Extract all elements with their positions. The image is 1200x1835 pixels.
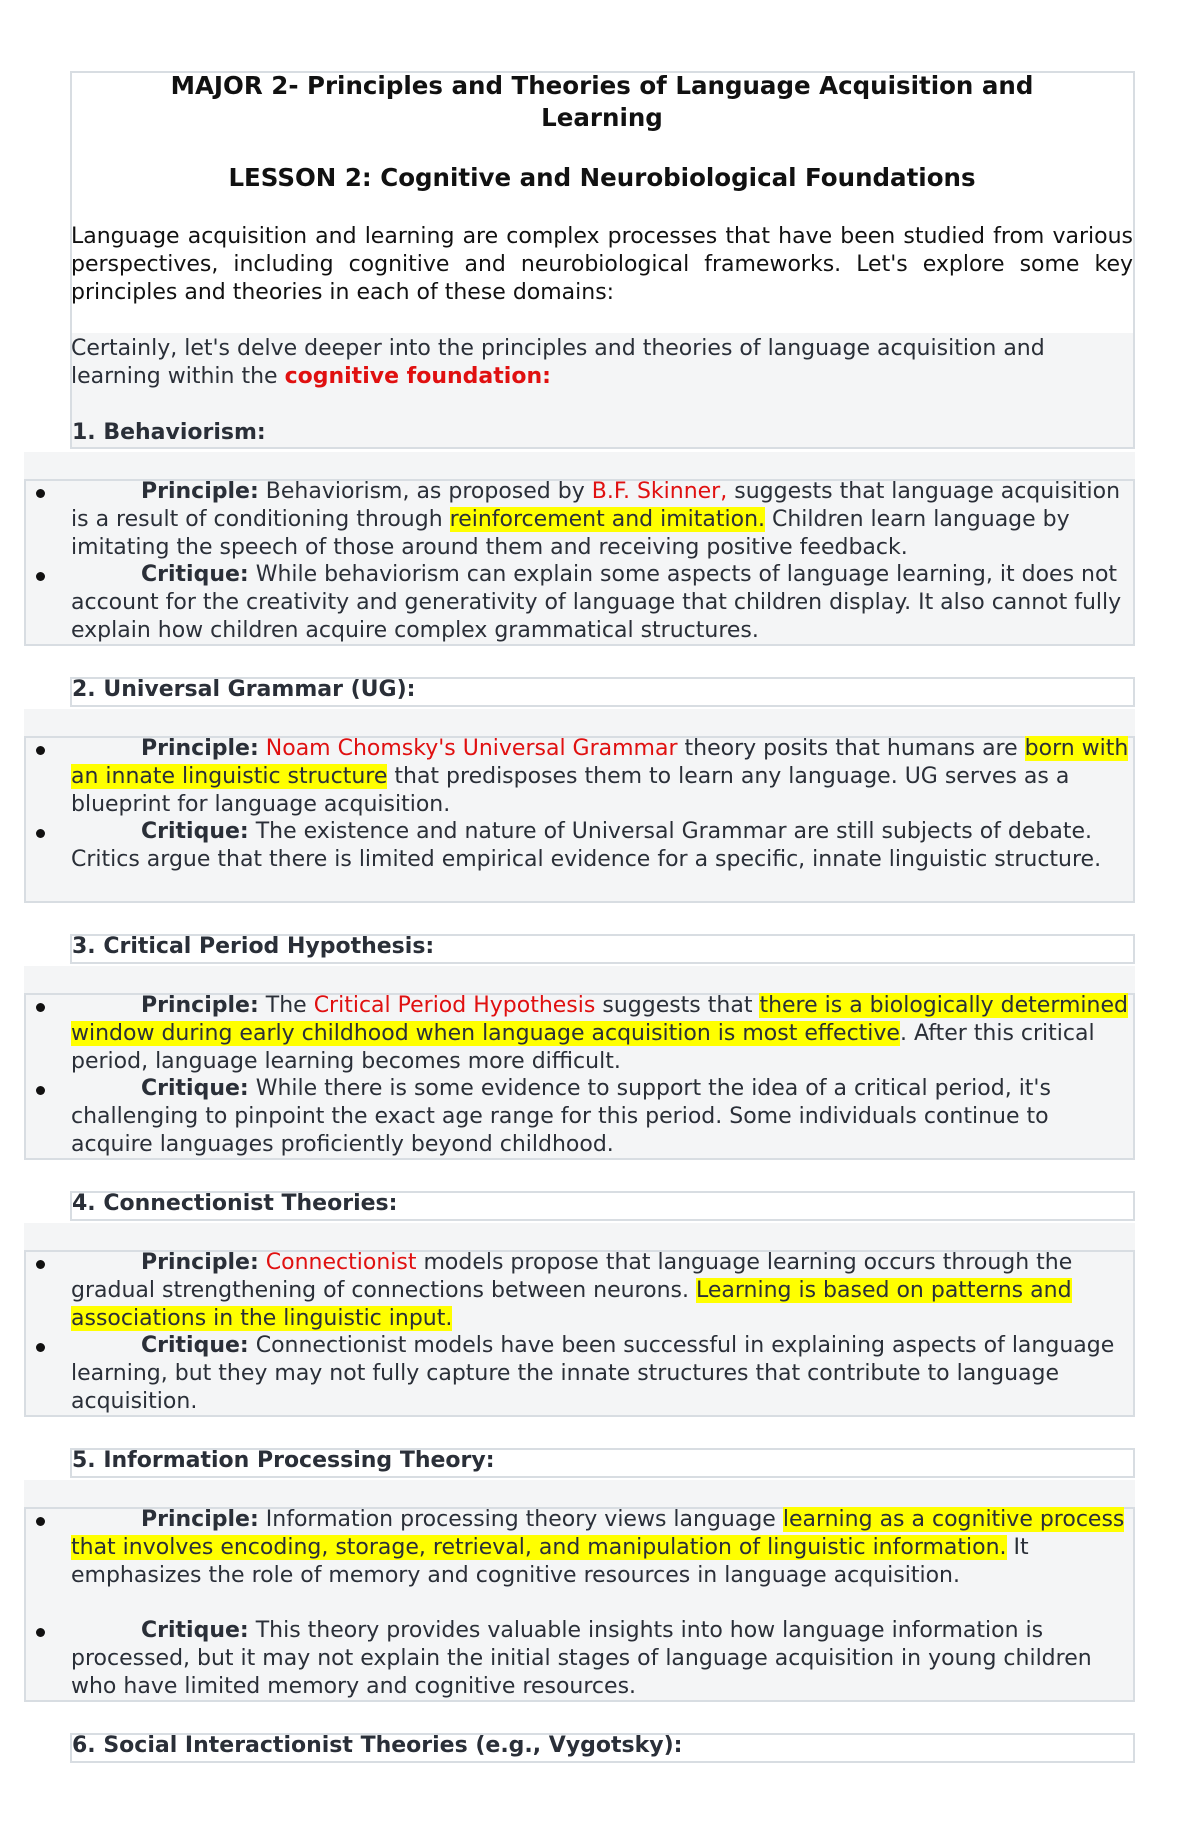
section-4-principle <box>71 1249 1135 1333</box>
bullet-icon <box>36 572 45 581</box>
section-1-heading: 1. Behaviorism: <box>72 420 266 445</box>
intro-paragraph: Language acquisition and learning are complex processes that have been studied from various perspectives, including cognitive and neurobiological frameworks. Let's explore some key principles and theories in each of these domains: <box>71 224 1133 305</box>
section-4-gap <box>24 1223 1135 1251</box>
principle-text: Behaviorism, as proposed by <box>258 479 592 504</box>
lead-emphasis: cognitive foundation: <box>284 364 551 389</box>
lesson-title: LESSON 2: Cognitive and Neurobiological Foundations <box>228 163 976 192</box>
section-5-gap <box>24 1480 1135 1508</box>
critique-label: Critique: <box>141 1076 249 1101</box>
principle-text: that predisposes them to learn any language. UG serves as a blueprint for language acquisition. <box>71 764 1070 817</box>
critique-label: Critique: <box>141 1333 249 1358</box>
bullet-icon <box>36 1260 45 1269</box>
section-4-heading: 4. Connectionist Theories: <box>72 1191 398 1216</box>
section-1-principle <box>71 478 1135 562</box>
section-4-critique <box>71 1332 1135 1416</box>
section-6-heading: 6. Social Interactionist Theories (e.g., Vygotsky): <box>72 1733 683 1758</box>
section-3-critique <box>71 1075 1135 1159</box>
section-1-critique <box>71 561 1135 645</box>
section-1-gap <box>24 452 1135 480</box>
principle-text <box>259 736 266 761</box>
bullet-icon <box>36 1517 45 1526</box>
principle-text: suggests that language acquisition is a result of conditioning through <box>71 479 1121 532</box>
principle-name: Critical Period Hypothesis <box>313 993 596 1018</box>
section-3-principle <box>71 992 1135 1076</box>
document-title-line1: MAJOR 2- Principles and Theories of Language Acquisition and <box>170 71 1034 100</box>
principle-text: Children learn language by imitating the speech of those around them and receiving positive feedback. <box>71 507 1070 560</box>
lead-text: Certainly, let's delve deeper into the principles and theories of language acquisition and learning within the <box>71 336 1045 389</box>
principle-highlight: born with an innate linguistic structure <box>71 736 1129 789</box>
bullet-icon <box>36 1628 45 1637</box>
bullet-icon <box>36 1343 45 1352</box>
section-3-heading: 3. Critical Period Hypothesis: <box>72 934 435 959</box>
principle-text: It emphasizes the role of memory and cognitive resources in language acquisition. <box>71 1535 1029 1588</box>
principle-text: . After this critical period, language learning becomes more difficult. <box>71 1021 1095 1074</box>
critique-label: Critique: <box>141 562 249 587</box>
section-5-principle <box>71 1506 1135 1590</box>
critique-text: The existence and nature of Universal Grammar are still subjects of debate. Critics argue that there is limited empirical evidence for a specific, innate linguistic structure. <box>71 819 1102 872</box>
principle-text <box>259 1250 266 1275</box>
principle-name: Noam Chomsky's Universal Grammar <box>265 736 678 761</box>
bullet-icon <box>36 829 45 838</box>
critique-label: Critique: <box>141 819 249 844</box>
section-2-heading: 2. Universal Grammar (UG): <box>72 677 416 702</box>
section-5-critique <box>71 1617 1135 1701</box>
principle-label: Principle: <box>141 1507 259 1532</box>
critique-text: This theory provides valuable insights into how language information is processed, but it may not explain the initial stages of language acquisition in young children who have limited memory and cognitive resources. <box>71 1618 1092 1699</box>
critique-text: While behaviorism can explain some aspects of language learning, it does not account for the creativity and generativity of language that children display. It also cannot fully explain how children acquire complex grammatical structures. <box>71 562 1122 643</box>
bullet-icon <box>36 489 45 498</box>
principle-highlight: reinforcement and imitation. <box>449 507 765 532</box>
critique-text: Connectionist models have been successful in explaining aspects of language learning, but they may not fully capture the innate structures that contribute to language acquisition. <box>71 1333 1115 1414</box>
section-2-gap <box>24 709 1135 737</box>
bullet-icon <box>36 746 45 755</box>
principle-label: Principle: <box>141 736 259 761</box>
bullet-icon <box>36 1003 45 1012</box>
section-2-critique <box>71 818 1135 874</box>
principle-highlight: Learning is based on patterns and associations in the linguistic input. <box>71 1278 1072 1331</box>
principle-text: suggests that <box>595 993 760 1018</box>
principle-text: The <box>258 993 314 1018</box>
section-2-principle <box>71 735 1135 819</box>
critique-label: Critique: <box>141 1618 249 1643</box>
section-3-gap <box>24 966 1135 994</box>
principle-label: Principle: <box>141 1250 259 1275</box>
bullet-icon <box>36 1086 45 1095</box>
principle-highlight: there is a biologically determined window during early childhood when language acquisition is most effective <box>71 993 1128 1046</box>
principle-label: Principle: <box>141 479 259 504</box>
lead-paragraph <box>71 335 1133 391</box>
principle-label: Principle: <box>141 993 259 1018</box>
principle-text: Information processing theory views language <box>258 1507 783 1532</box>
principle-name: Connectionist <box>265 1250 417 1275</box>
principle-name: B.F. Skinner, <box>591 479 728 504</box>
principle-highlight: learning as a cognitive process that involves encoding, storage, retrieval, and manipulation of linguistic information. <box>71 1507 1125 1560</box>
section-5-heading: 5. Information Processing Theory: <box>72 1448 495 1473</box>
principle-text: theory posits that humans are <box>677 736 1025 761</box>
critique-text: While there is some evidence to support the idea of a critical period, it's challenging to pinpoint the exact age range for this period. Some individuals continue to acquire languages proficiently beyond childhood. <box>71 1076 1051 1157</box>
document-title-line2: Learning <box>541 103 663 132</box>
principle-text: models propose that language learning occurs through the gradual strengthening of connections between neurons. <box>71 1250 1073 1303</box>
